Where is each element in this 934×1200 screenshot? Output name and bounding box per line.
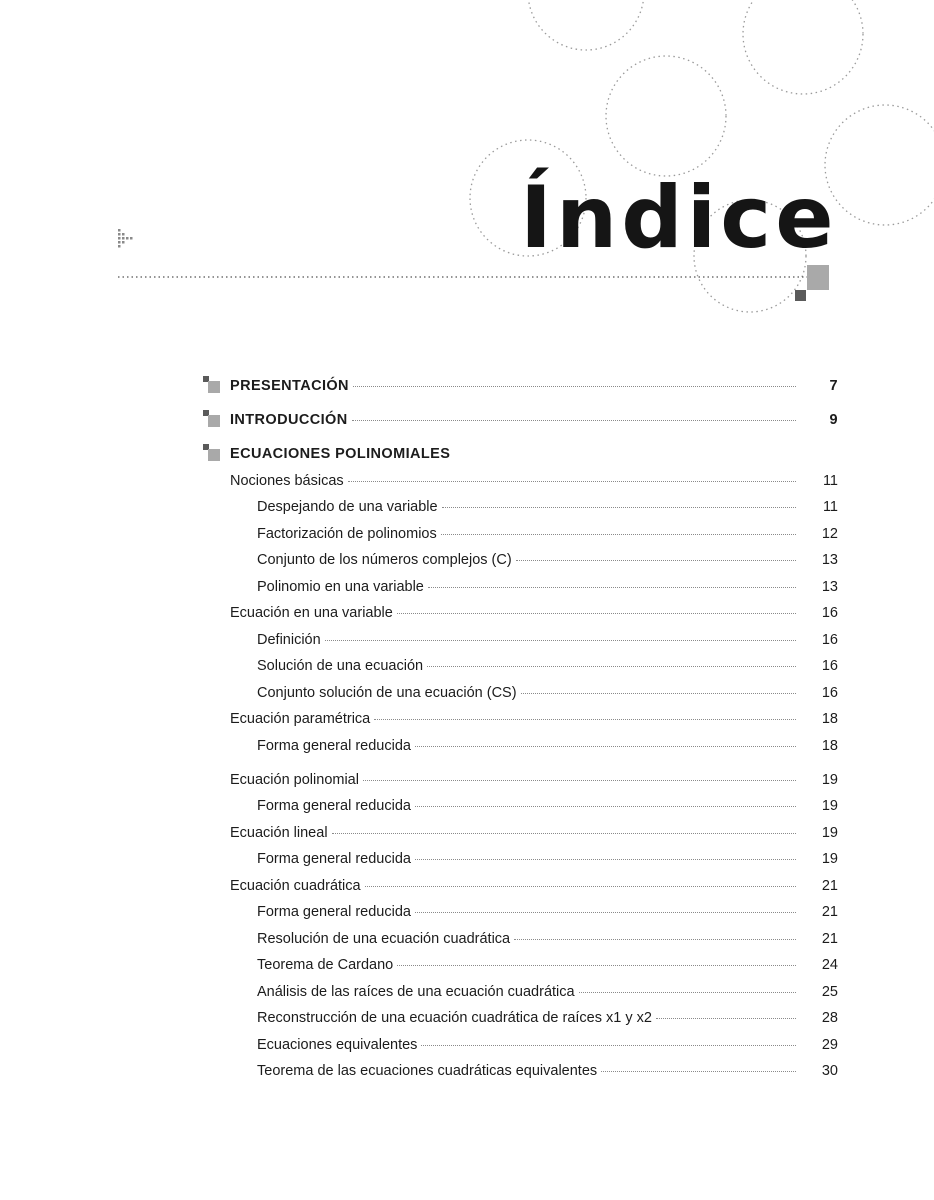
toc-entry-label: Despejando de una variable	[257, 499, 438, 515]
toc-entry-label: INTRODUCCIÓN	[230, 412, 348, 428]
toc-subentry[interactable]	[257, 522, 838, 546]
toc-entry[interactable]	[230, 469, 838, 493]
toc-entry[interactable]	[230, 874, 838, 898]
toc-entry-page: 19	[821, 825, 838, 841]
dot-leader	[374, 719, 796, 720]
dot-leader	[427, 666, 796, 667]
toc-subentry[interactable]	[257, 847, 838, 871]
toc-entry-label: ECUACIONES POLINOMIALES	[230, 446, 451, 462]
toc-entry-page: 11	[822, 473, 838, 489]
toc-entry-label: Conjunto solución de una ecuación (CS)	[257, 685, 517, 701]
dot-leader	[441, 534, 796, 535]
toc-entry-label: Forma general reducida	[257, 738, 411, 754]
toc-subentry[interactable]	[257, 1059, 838, 1083]
dot-leader	[415, 912, 796, 913]
dot-leader	[579, 992, 796, 993]
square-bullet-icon	[203, 444, 225, 462]
dot-leader	[363, 780, 796, 781]
dot-leader	[352, 420, 796, 421]
toc-entry-label: Ecuación en una variable	[230, 605, 393, 621]
toc-section-heading[interactable]	[230, 442, 838, 466]
dot-leader	[415, 806, 796, 807]
toc-entry-label: Ecuaciones equivalentes	[257, 1037, 418, 1053]
toc-entry-label: Conjunto de los números complejos (C)	[257, 552, 512, 568]
toc-entry-label: Definición	[257, 632, 321, 648]
toc-entry-page: 28	[821, 1010, 838, 1026]
toc-entry-page: 13	[821, 579, 838, 595]
toc-subentry[interactable]	[257, 495, 838, 519]
toc-entry-label: Forma general reducida	[257, 798, 411, 814]
toc-entry-label: Reconstrucción de una ecuación cuadrática de raíces x1 y x2	[257, 1010, 652, 1026]
dot-leader	[353, 386, 796, 387]
page-title: Índice	[520, 168, 838, 268]
toc-entry-page: 25	[821, 984, 838, 1000]
toc-entry-page: 29	[821, 1037, 838, 1053]
toc-entry-page: 13	[821, 552, 838, 568]
toc-entry-page: 16	[821, 632, 838, 648]
toc-subentry[interactable]	[257, 628, 838, 652]
toc-entry-label: Teorema de las ecuaciones cuadráticas equivalentes	[257, 1063, 598, 1079]
toc-entry[interactable]	[230, 601, 838, 625]
dot-leader	[428, 587, 796, 588]
toc-entry-label: Ecuación cuadrática	[230, 878, 361, 894]
toc-entry-page: 18	[821, 738, 838, 754]
toc-entry-label: Forma general reducida	[257, 904, 411, 920]
toc-entry-label: Teorema de Cardano	[257, 957, 394, 973]
dot-leader	[415, 746, 796, 747]
toc-entry-page: 16	[821, 685, 838, 701]
toc-entry-label: Ecuación lineal	[230, 825, 328, 841]
toc-entry-label: Ecuación paramétrica	[230, 711, 371, 727]
toc-subentry[interactable]	[257, 548, 838, 572]
toc-entry-page: 21	[821, 878, 838, 894]
toc-subentry[interactable]	[257, 575, 838, 599]
toc-subentry[interactable]	[257, 927, 838, 951]
square-bullet-icon	[203, 376, 225, 394]
toc-entry-page: 30	[821, 1063, 838, 1079]
dot-leader	[656, 1018, 796, 1019]
toc-subentry[interactable]	[257, 1006, 838, 1030]
toc-subentry[interactable]	[257, 980, 838, 1004]
toc-entry[interactable]	[230, 408, 838, 432]
dot-leader	[365, 886, 796, 887]
toc-subentry[interactable]	[257, 900, 838, 924]
dot-leader	[397, 965, 796, 966]
toc-entry-label: Polinomio en una variable	[257, 579, 424, 595]
dot-leader	[516, 560, 796, 561]
toc-entry-page: 9	[829, 412, 838, 428]
toc-entry-page: 19	[821, 798, 838, 814]
toc-entry-page: 18	[821, 711, 838, 727]
dot-leader	[332, 833, 796, 834]
square-bullet-icon	[203, 410, 225, 428]
toc-entry-page: 24	[821, 957, 838, 973]
toc-subentry[interactable]	[257, 953, 838, 977]
dot-leader	[514, 939, 796, 940]
toc-subentry[interactable]	[257, 1033, 838, 1057]
toc-entry-label: Ecuación polinomial	[230, 772, 359, 788]
toc-entry-page: 16	[821, 605, 838, 621]
toc-entry-label: Forma general reducida	[257, 851, 411, 867]
dot-leader	[421, 1045, 796, 1046]
toc-entry-label: Factorización de polinomios	[257, 526, 437, 542]
toc-entry-page: 21	[821, 931, 838, 947]
toc-entry-page: 16	[821, 658, 838, 674]
dot-leader	[521, 693, 796, 694]
toc-subentry[interactable]	[257, 681, 838, 705]
dot-leader	[601, 1071, 796, 1072]
toc-entry-page: 12	[821, 526, 838, 542]
toc-entry-page: 19	[821, 772, 838, 788]
toc-entry-label: PRESENTACIÓN	[230, 378, 349, 394]
toc-subentry[interactable]	[257, 794, 838, 818]
toc-entry-label: Solución de una ecuación	[257, 658, 424, 674]
dot-leader	[442, 507, 796, 508]
toc-entry-label: Resolución de una ecuación cuadrática	[257, 931, 511, 947]
toc-subentry[interactable]	[257, 654, 838, 678]
toc-entry[interactable]	[230, 821, 838, 845]
toc-entry[interactable]	[230, 707, 838, 731]
dot-leader	[397, 613, 796, 614]
toc-entry-label: Análisis de las raíces de una ecuación cuadrática	[257, 984, 575, 1000]
dot-leader	[415, 859, 796, 860]
toc-entry-page: 19	[821, 851, 838, 867]
dot-leader	[348, 481, 796, 482]
toc-entry[interactable]	[230, 768, 838, 792]
toc-subentry[interactable]	[257, 734, 838, 758]
toc-entry-page: 7	[829, 378, 838, 394]
toc-entry-label: Nociones básicas	[230, 473, 344, 489]
toc-entry[interactable]	[230, 374, 838, 398]
toc-entry-page: 11	[822, 499, 838, 515]
toc-entry-page: 21	[821, 904, 838, 920]
dot-leader	[325, 640, 796, 641]
